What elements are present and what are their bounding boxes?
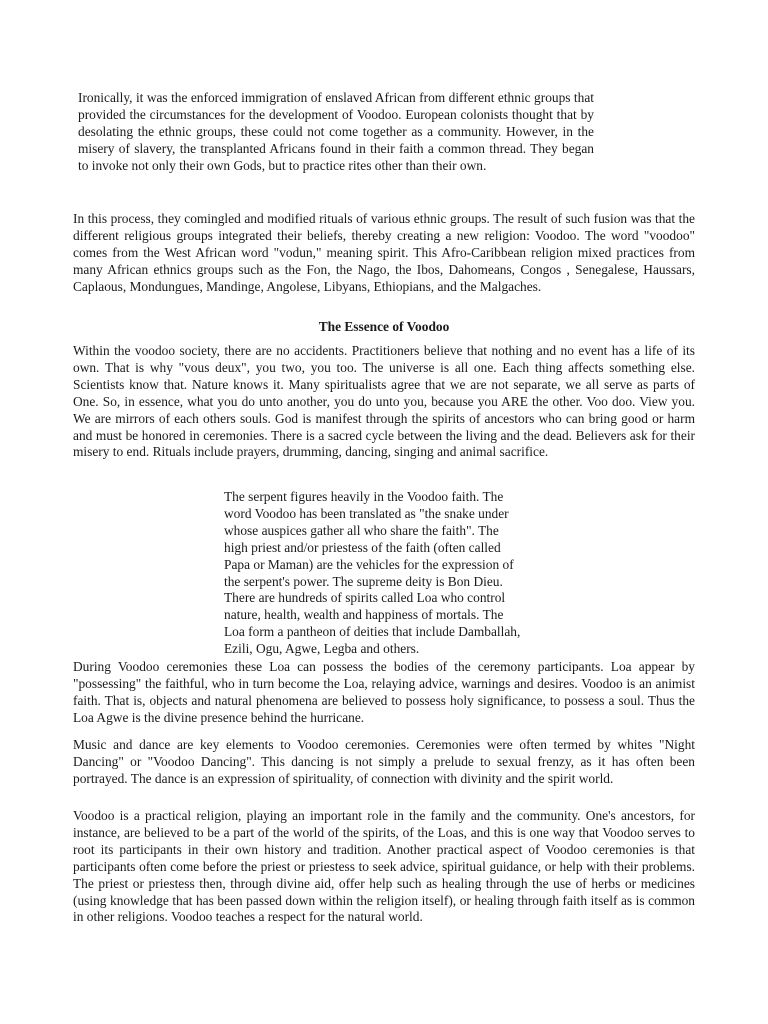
paragraph-comingled-rituals: In this process, they comingled and modified rituals of various ethnic groups. The result of such fusion was that the different religious groups integrated their beliefs, thereby creating a new religion: Voodoo. The word "voodoo" comes from the West African word "vodun," meaning spirit. This Afro-Caribbean religion mixed practices from many African ethnics groups such as the Fon, the Nago, the Ibos, Dahomeans, Congos , Senegalese, Haussars, Caplaous, Mondungues, Mandinge, Angolese, Libyans, Ethiopians, and the Malgaches. [73, 211, 695, 294]
quote-line: Ezili, Ogu, Agwe, Legba and others. [224, 641, 420, 657]
paragraph-voodoo-society: Within the voodoo society, there are no accidents. Practitioners believe that nothing and no event has a life of its own. That is why "vous deux", you two, you too. The universe is all one. Each thing affects something else. Scientists know that. Nature knows it. Many spiritualists agree that we are not separate, we all serve as parts of One. So, in essence, what you do unto another, you do unto you, because you ARE the other. Voo doo. View you. We are mirrors of each others souls. God is manifest through the spirits of ancestors who can bring good or harm and must be honored in ceremonies. There is a sacred cycle between the living and the dead. Believers ask for their misery to end. Rituals include prayers, drumming, dancing, singing and animal sacrifice. [73, 343, 695, 460]
quote-line: nature, health, wealth and happiness of mortals. The [224, 607, 504, 623]
quote-line: Papa or Maman) are the vehicles for the expression of [224, 556, 514, 572]
paragraph-enforced-immigration: Ironically, it was the enforced immigration of enslaved African from different ethnic groups that provided the circumstances for the development of Voodoo. European colonists thought that by desolating the ethnic groups, these could not come together as a community. However, in the misery of slavery, the transplanted Africans found in their faith a common thread. They began to invoke not only their own Gods, but to practice rites other than their own. [78, 90, 594, 173]
quote-line: There are hundreds of spirits called Loa who control [224, 590, 506, 606]
serpent-block-quote [224, 489, 576, 658]
paragraph-loa-possession: During Voodoo ceremonies these Loa can possess the bodies of the ceremony participants. Loa appear by "possessing" the faithful, who in turn become the Loa, relaying advice, warnings and desires. Voodoo is an animist faith. That is, objects and natural phenomena are believed to possess holy significance, to possess a soul. Thus the Loa Agwe is the divine presence behind the hurricane. [73, 659, 695, 725]
paragraph-practical-religion: Voodoo is a practical religion, playing an important role in the family and the community. One's ancestors, for instance, are believed to be a part of the world of the spirits, of the Loas, and this is one way that Voodoo serves to root its participants in their own history and tradition. Another practical aspect of Voodoo ceremonies is that participants often come before the priest or priestess to seek advice, spiritual guidance, or help with their problems. The priest or priestess then, through divine aid, offer help such as healing through the use of herbs or medicines (using knowledge that has been passed down within the religion itself), or healing through faith itself as is common in other religions. Voodoo teaches a respect for the natural world. [73, 808, 695, 925]
quote-line: whose auspices gather all who share the faith". The [224, 522, 499, 538]
section-heading: The Essence of Voodoo [318, 319, 450, 334]
quote-line: high priest and/or priestess of the faith (often called [224, 539, 501, 555]
quote-line: The serpent figures heavily in the Voodoo faith. The [224, 489, 504, 504]
paragraph-music-dance: Music and dance are key elements to Voodoo ceremonies. Ceremonies were often termed by whites "Night Dancing" or "Voodoo Dancing". This dancing is not simply a prelude to sexual frenzy, as it has often been portrayed. The dance is an expression of spirituality, of connection with divinity and the spirit world. [73, 737, 695, 786]
quote-line: word Voodoo has been translated as "the snake under [224, 505, 509, 521]
quote-line: Loa form a pantheon of deities that include Damballah, [224, 624, 521, 640]
quote-line: the serpent's power. The supreme deity is Bon Dieu. [224, 573, 503, 589]
